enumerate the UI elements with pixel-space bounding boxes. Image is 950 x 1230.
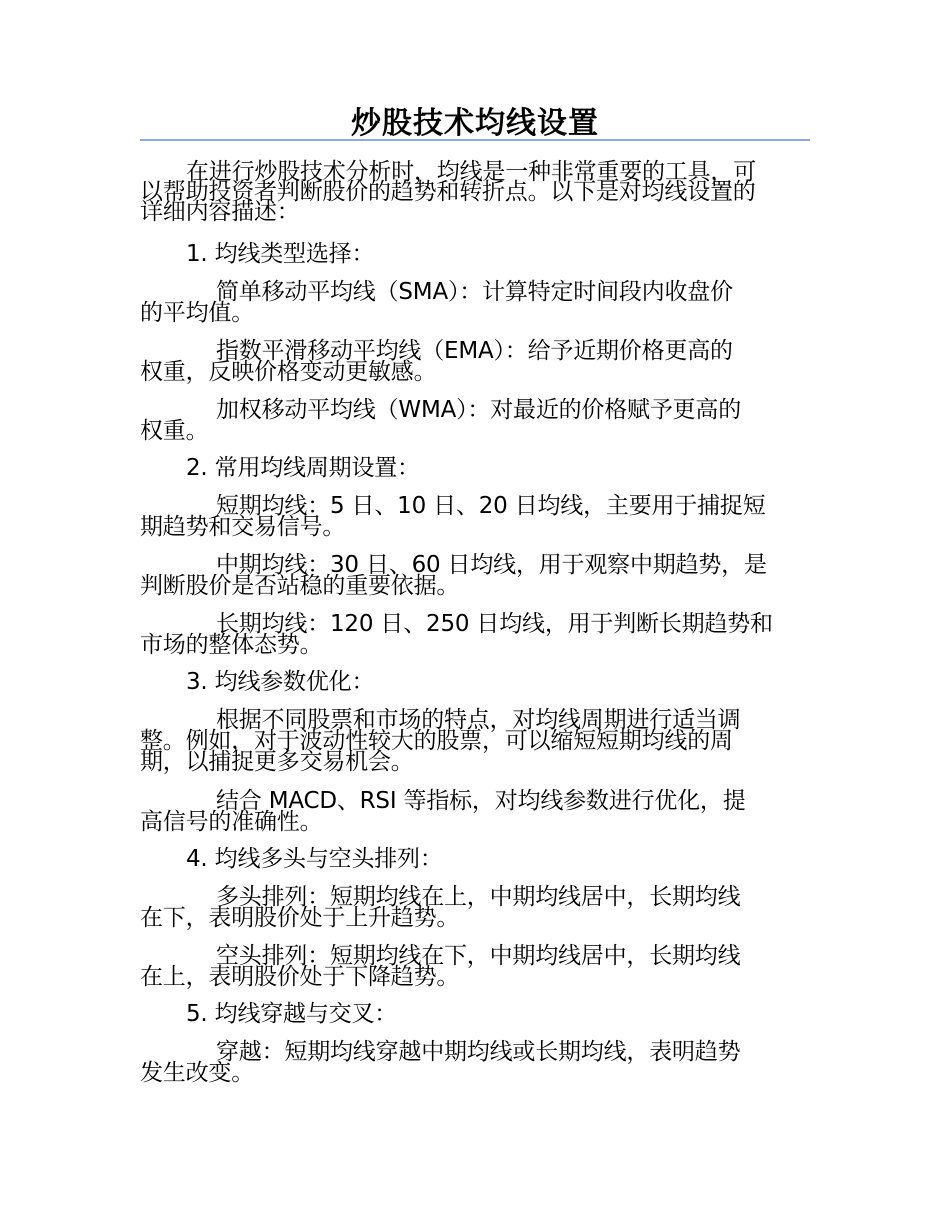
text-line: 权重。 <box>140 418 209 444</box>
text-line: 空头排列：短期均线在下，中期均线居中，长期均线 <box>216 943 741 969</box>
text-line: 在上，表明股价处于下降趋势。 <box>140 964 460 990</box>
paragraph <box>140 339 812 384</box>
section-heading: 4. 均线多头与空头排列： <box>186 846 443 872</box>
paragraph <box>140 1040 812 1085</box>
paragraph <box>140 553 812 598</box>
paragraph <box>140 612 812 657</box>
intro-paragraph <box>140 160 812 224</box>
text-line: 多头排列：短期均线在上，中期均线居中，长期均线 <box>216 884 741 910</box>
text-line: 短期均线：5 日、10 日、20 日均线，主要用于捕捉短 <box>216 493 766 519</box>
section-heading: 1. 均线类型选择： <box>186 241 375 267</box>
text-line: 期，以捕捉更多交易机会。 <box>140 749 414 775</box>
text-line: 加权移动平均线（WMA）：对最近的价格赋予更高的 <box>216 397 742 423</box>
section-heading: 2. 常用均线周期设置： <box>186 455 420 481</box>
text-line: 以帮助投资者判断股价的趋势和转折点。以下是对均线设置的 <box>140 179 756 205</box>
paragraph <box>140 708 812 774</box>
paragraph <box>140 280 812 325</box>
document-title: 炒股技术均线设置 <box>351 106 599 141</box>
text-line: 发生改变。 <box>140 1060 255 1086</box>
paragraph <box>140 944 812 989</box>
paragraph <box>140 398 812 443</box>
text-line: 穿越：短期均线穿越中期均线或长期均线，表明趋势 <box>216 1039 741 1065</box>
text-line: 期趋势和交易信号。 <box>140 514 346 540</box>
section-heading: 5. 均线穿越与交叉： <box>186 1001 398 1027</box>
text-line: 市场的整体态势。 <box>140 632 323 658</box>
text-line: 高信号的准确性。 <box>140 809 323 835</box>
section-heading: 3. 均线参数优化： <box>186 669 375 695</box>
text-line: 在下，表明股价处于上升趋势。 <box>140 905 460 931</box>
text-line: 简单移动平均线（SMA）：计算特定时间段内收盘价 <box>216 279 733 305</box>
text-line: 根据不同股票和市场的特点，对均线周期进行适当调 <box>216 707 741 733</box>
paragraph <box>140 789 812 834</box>
text-line: 长期均线：120 日、250 日均线，用于判断长期趋势和 <box>216 611 773 637</box>
paragraph <box>140 885 812 930</box>
text-line: 整。例如，对于波动性较大的股票，可以缩短短期均线的周 <box>140 728 733 754</box>
text-line: 的平均值。 <box>140 300 255 326</box>
text-line: 判断股价是否站稳的重要依据。 <box>140 573 460 599</box>
text-line: 指数平滑移动平均线（EMA）：给予近期价格更高的 <box>216 338 733 364</box>
text-line: 权重，反映价格变动更敏感。 <box>140 359 437 385</box>
text-line: 详细内容描述： <box>140 199 300 225</box>
text-line: 中期均线：30 日、60 日均线，用于观察中期趋势，是 <box>216 552 767 578</box>
text-line: 结合 MACD、RSI 等指标，对均线参数进行优化，提 <box>216 788 746 814</box>
title-underline <box>140 139 810 141</box>
paragraph <box>140 494 812 539</box>
text-line: 在进行炒股技术分析时，均线是一种非常重要的工具，可 <box>186 159 757 185</box>
